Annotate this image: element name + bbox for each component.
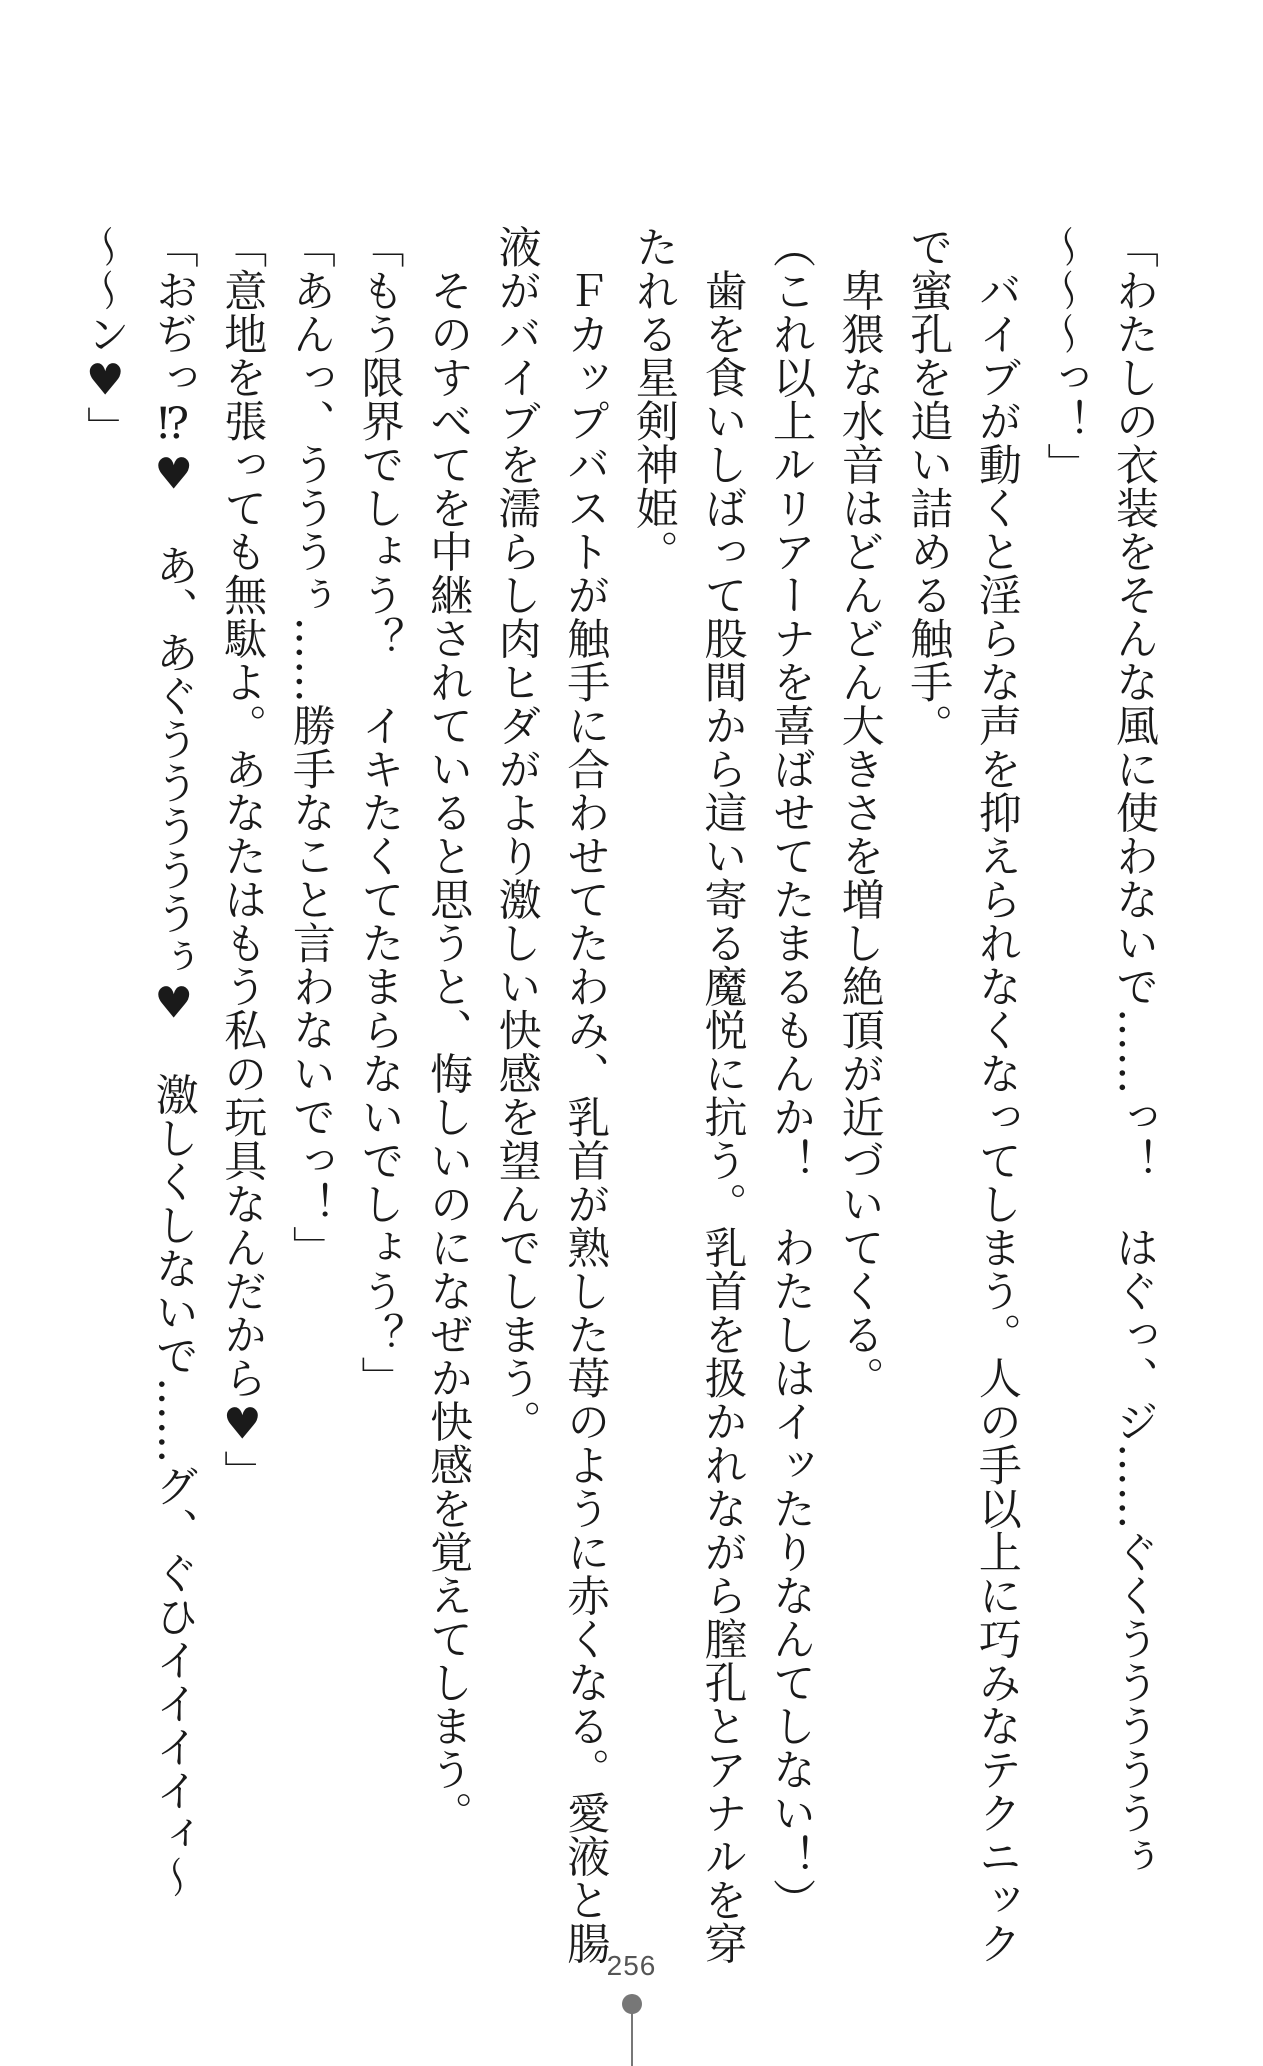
text-line: （これ以上ルリアーナを喜ばせてたまるもんか！ わたしはイッたりなんてしない！） [766,225,817,1922]
text-line: 卑猥な水音はどんどん大きさを増し絶頂が近づいてくる。 [834,225,885,1400]
text-line: 〜〜ン♥」 [80,225,131,450]
text-line: そのすべてを中継されていると思うと、悔しいのになぜか快感を覚えてしまう。 [423,225,474,1835]
text-line: たれる星剣神姫。 [628,225,679,573]
text-line: 「わたしの衣装をそんな風に使わないで……っ！ はぐっ、ジ……ぐくうううううぅ [1109,225,1159,1878]
text-line: 液がバイブを濡らし肉ヒダがより激しい快感を望んでしまう。 [491,225,542,1443]
text-line: Ｆカップバストが触手に合わせてたわみ、乳首が熟した苺のように赤くなる。愛液と腸 [560,225,611,1965]
page-marker-line [631,2012,633,2066]
text-line: 歯を食いしばって股間から這い寄る魔悦に抗う。乳首を扱かれながら膣孔とアナルを穿 [697,225,748,1965]
text-line: 「おぢっ⁉♥ あ、あぐうううううぅ♥ 激しくしないで……グ、ぐひイイイイィ〜 [148,225,199,1899]
page-number: 256 [606,1950,657,1981]
text-line: バイブが動くと淫らな声を抑えられなくなってしまう。人の手以上に巧みなテクニック [971,225,1022,1965]
text-line: 「意地を張っても無駄よ。あなたはもう私の玩具なんだから♥」 [217,225,268,1494]
text-line: 〜〜〜っ！」 [1040,225,1091,486]
text-line: 「もう限界でしょう？ イキたくてたまらないでしょう？」 [354,225,405,1400]
vertical-body-text [80,225,1168,1965]
text-line: で蜜孔を追い詰める触手。 [903,225,954,747]
page-marker-dot [622,1994,642,2014]
text-line: 「あんっ、うううぅ……勝手なこと言わないでっ！」 [285,225,336,1269]
